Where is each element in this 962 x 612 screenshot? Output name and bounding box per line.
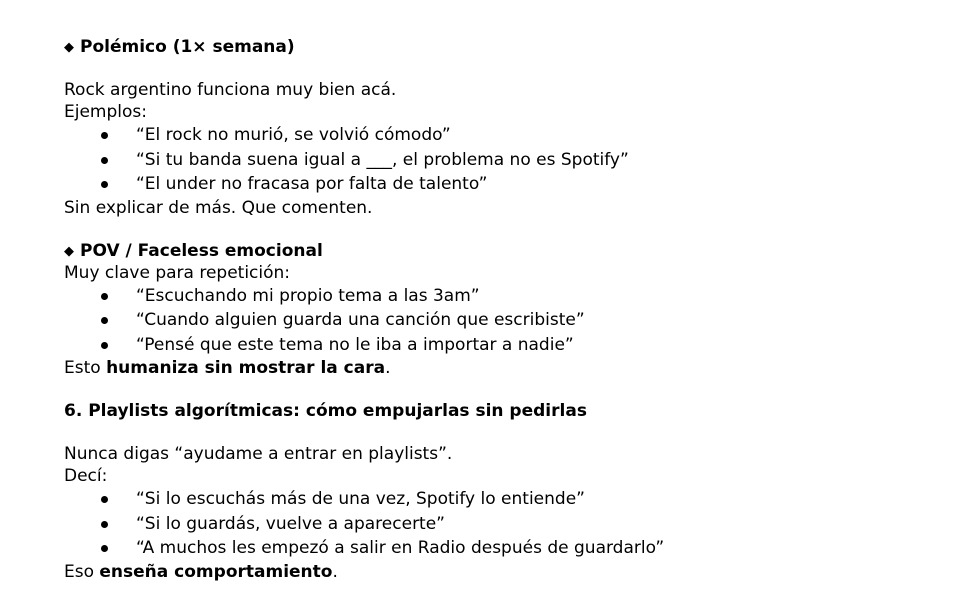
paragraph (64, 357, 924, 379)
paragraph-label: Decí: (64, 466, 108, 486)
bullet-list-pov (64, 284, 924, 358)
bullet-list-polemico (64, 123, 924, 197)
list-item: “El under no fracasa por falta de talento” (64, 172, 924, 197)
paragraph (64, 561, 924, 583)
emphasis-text: enseña comportamiento (99, 561, 333, 582)
section-heading-polemico (64, 36, 924, 58)
text-suffix: . (332, 561, 338, 582)
list-item: “Pensé que este tema no le iba a importar a nadie” (64, 333, 924, 358)
heading-text: Polémico (1× semana) (80, 37, 295, 57)
paragraph: Muy clave para repetición: (64, 262, 291, 283)
list-item: “Si lo guardás, vuelve a aparecerte” (64, 512, 924, 537)
bullet-list-playlists (64, 487, 924, 561)
paragraph: Rock argentino funciona muy bien acá. (64, 80, 397, 100)
list-item: “Si lo escuchás más de una vez, Spotify lo entiende” (64, 487, 924, 512)
heading-text: POV / Faceless emocional (80, 240, 323, 261)
text-suffix: . (385, 358, 391, 378)
section-heading-pov (64, 240, 924, 262)
list-item: “A muchos les empezó a salir en Radio después de guardarlo” (64, 536, 924, 561)
emphasis-text: humaniza sin mostrar la cara (106, 358, 386, 378)
list-item: “Si tu banda suena igual a ___, el problema no es Spotify” (64, 148, 924, 173)
paragraph-label: Ejemplos: (64, 102, 147, 122)
paragraph: Sin explicar de más. Que comenten. (64, 197, 373, 218)
diamond-icon: ◆ (64, 40, 74, 55)
diamond-icon: ◆ (64, 243, 74, 259)
list-item: “Escuchando mi propio tema a las 3am” (64, 284, 924, 309)
document-body (64, 36, 924, 583)
list-item: “El rock no murió, se volvió cómodo” (64, 123, 924, 148)
list-item: “Cuando alguien guarda una canción que escribiste” (64, 308, 924, 333)
text-prefix: Esto (64, 358, 107, 378)
text-prefix: Eso (64, 561, 100, 582)
section-heading-playlists: 6. Playlists algorítmicas: cómo empujarlas sin pedirlas (64, 401, 587, 421)
paragraph: Nunca digas “ayudame a entrar en playlists”. (64, 444, 453, 464)
